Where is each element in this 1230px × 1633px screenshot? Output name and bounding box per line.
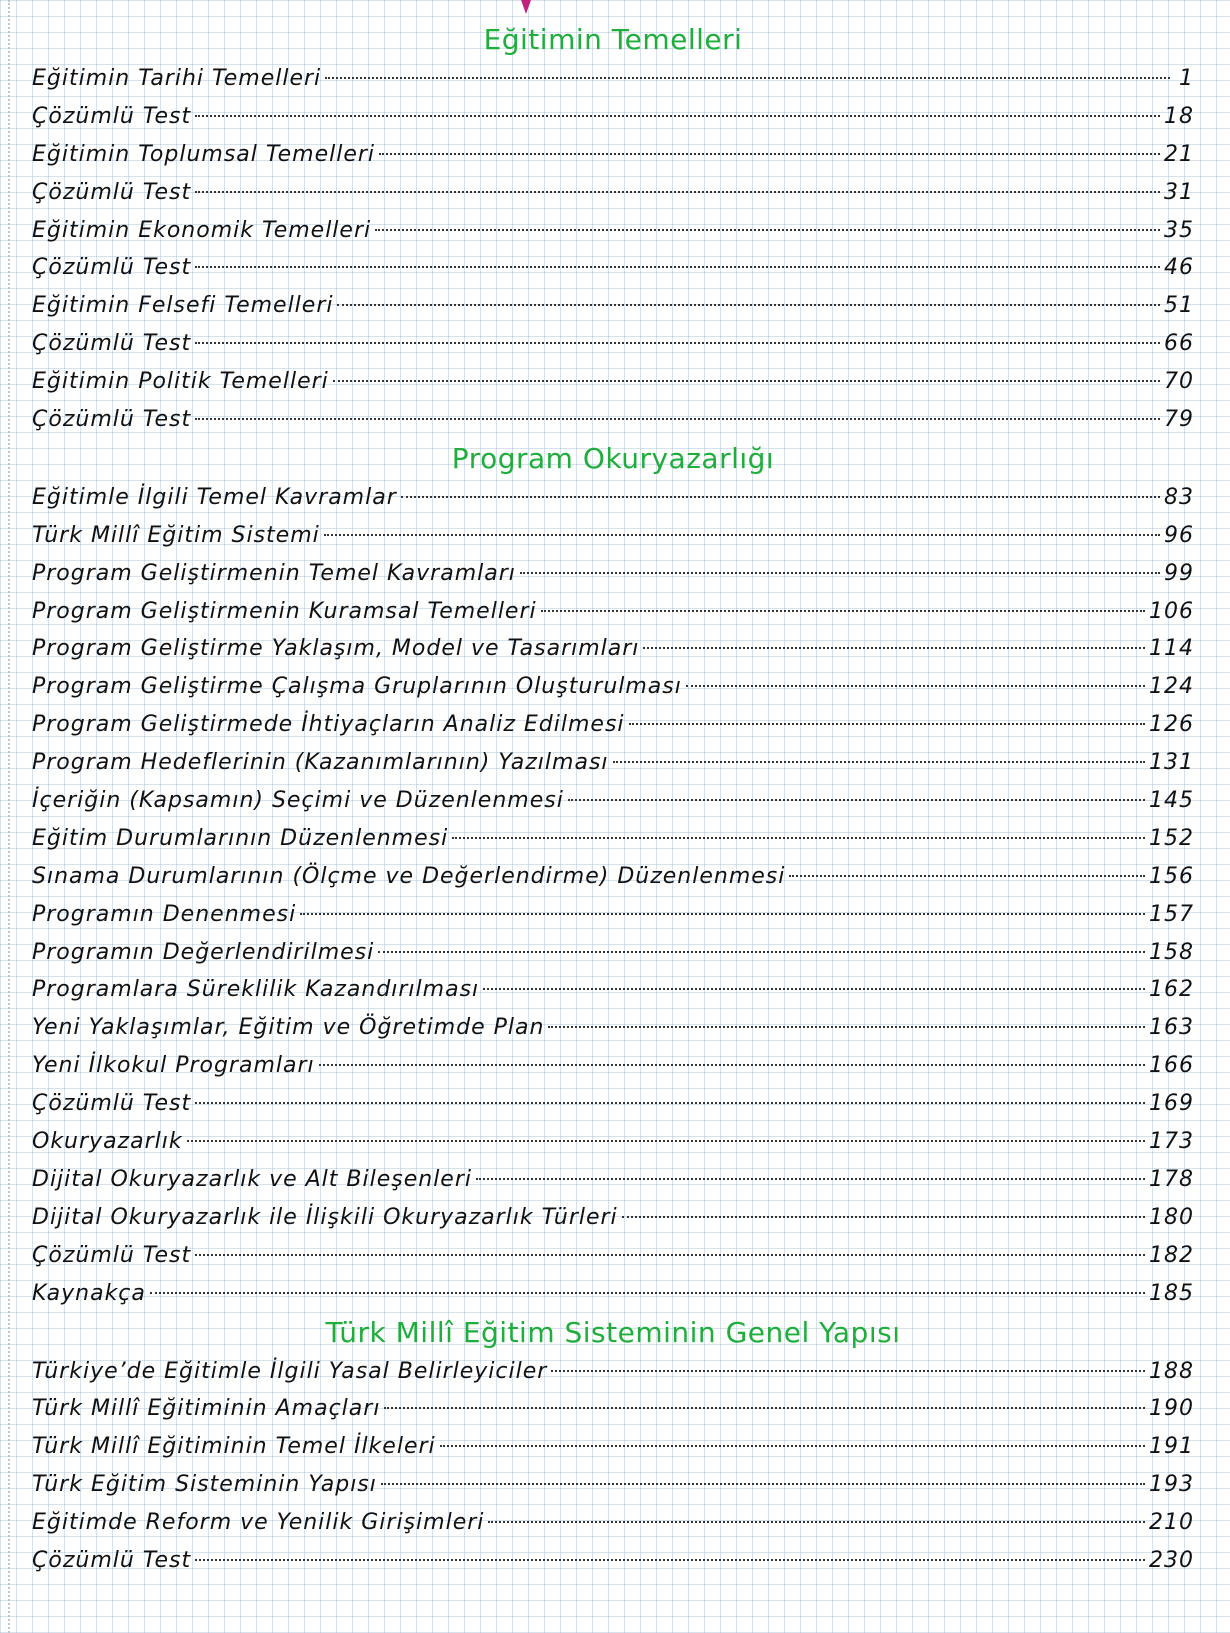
- toc-entry-title: Yeni İlkokul Programları: [32, 1053, 315, 1079]
- toc-entry[interactable]: [32, 1161, 1194, 1199]
- toc-entry-title: Sınama Durumlarının (Ölçme ve Değerlendirme) Düzenlenmesi: [32, 863, 786, 889]
- toc-entry-page: 163: [1149, 1015, 1194, 1041]
- dot-leader: [195, 1559, 1145, 1561]
- dot-leader: [187, 1140, 1145, 1142]
- toc-entry[interactable]: [32, 1390, 1194, 1428]
- toc-entry-title: Eğitimde Reform ve Yenilik Girişimleri: [32, 1510, 485, 1536]
- toc-entry-page: 190: [1149, 1396, 1194, 1422]
- toc-entry-title: Dijital Okuryazarlık ve Alt Bileşenleri: [32, 1166, 472, 1192]
- toc-entry[interactable]: [32, 401, 1194, 439]
- dot-leader: [548, 1026, 1145, 1028]
- toc-entry[interactable]: [32, 1237, 1194, 1275]
- dot-leader: [378, 951, 1145, 953]
- dot-leader: [541, 610, 1145, 612]
- dot-leader: [483, 988, 1145, 990]
- toc-entry[interactable]: [32, 1428, 1194, 1466]
- toc-entry[interactable]: [32, 593, 1194, 631]
- toc-entry-title: Dijital Okuryazarlık ile İlişkili Okuryazarlık Türleri: [32, 1204, 618, 1230]
- toc-entry[interactable]: [32, 98, 1194, 136]
- toc-entry-title: Program Geliştirmenin Temel Kavramları: [32, 560, 516, 586]
- toc-entry[interactable]: [32, 1047, 1194, 1085]
- toc-entry-page: 173: [1149, 1129, 1194, 1155]
- toc-entry[interactable]: [32, 782, 1194, 820]
- toc-entry-page: 31: [1164, 179, 1194, 205]
- toc-entry-title: Eğitim Durumlarının Düzenlenmesi: [32, 825, 449, 851]
- toc-entry-page: 182: [1149, 1242, 1194, 1268]
- toc-entry[interactable]: [32, 630, 1194, 668]
- dot-leader: [476, 1178, 1145, 1180]
- dot-leader: [379, 153, 1160, 155]
- dot-leader: [337, 304, 1160, 306]
- dot-leader: [686, 685, 1145, 687]
- toc-entry-page: 169: [1149, 1091, 1194, 1117]
- dot-leader: [319, 1064, 1145, 1066]
- toc-entry-page: 66: [1164, 331, 1194, 357]
- toc-entry-page: 83: [1164, 484, 1194, 510]
- toc-entry-title: Çözümlü Test: [32, 1091, 192, 1117]
- toc-entry-page: 145: [1149, 788, 1194, 814]
- toc-entry[interactable]: [32, 1542, 1194, 1580]
- dot-leader: [488, 1521, 1145, 1523]
- section-title: Türk Millî Eğitim Sisteminin Genel Yapısı: [325, 1315, 901, 1349]
- toc-entry-title: Türk Millî Eğitiminin Amaçları: [32, 1396, 381, 1422]
- toc-entry[interactable]: [32, 287, 1194, 325]
- toc-entry-title: Eğitimin Politik Temelleri: [32, 369, 329, 395]
- toc-entry-page: 18: [1164, 103, 1194, 129]
- toc-entry-title: Eğitimin Toplumsal Temelleri: [32, 141, 376, 167]
- toc-entry[interactable]: [32, 1009, 1194, 1047]
- dot-leader: [300, 913, 1145, 915]
- toc-entry[interactable]: [32, 706, 1194, 744]
- dot-leader: [195, 418, 1160, 420]
- toc-entry-page: 230: [1149, 1547, 1194, 1573]
- toc-entry-title: Çözümlü Test: [32, 255, 192, 281]
- toc-entry-title: Eğitimin Ekonomik Temelleri: [32, 217, 372, 243]
- dot-leader: [333, 380, 1160, 382]
- toc-entry-title: Program Geliştirmenin Kuramsal Temelleri: [32, 598, 537, 624]
- dot-leader: [452, 837, 1145, 839]
- dot-leader: [789, 875, 1145, 877]
- toc-entry[interactable]: [32, 1353, 1194, 1391]
- dot-leader: [629, 723, 1145, 725]
- toc-entry-page: 79: [1164, 407, 1194, 433]
- dot-leader: [440, 1445, 1145, 1447]
- toc-entry-page: 210: [1149, 1510, 1194, 1536]
- dot-leader: [195, 342, 1160, 344]
- toc-entry[interactable]: [32, 479, 1194, 517]
- dot-leader: [195, 1254, 1145, 1256]
- toc-entry-page: 70: [1164, 369, 1194, 395]
- toc-entry[interactable]: [32, 971, 1194, 1009]
- section-title: Eğitimin Temelleri: [483, 23, 743, 56]
- toc-entry-title: Program Geliştirme Yaklaşım, Model ve Tasarımları: [32, 636, 640, 662]
- toc-entry-title: Türk Millî Eğitiminin Temel İlkeleri: [32, 1434, 436, 1460]
- toc-entry-title: Çözümlü Test: [32, 1242, 192, 1268]
- toc-entry[interactable]: [32, 555, 1194, 593]
- toc-entry-page: 46: [1164, 255, 1194, 281]
- dot-leader: [324, 534, 1160, 536]
- toc-entry-page: 96: [1164, 522, 1194, 548]
- dot-leader: [195, 1102, 1145, 1104]
- toc-entry-title: Program Hedeflerinin (Kazanımlarının) Yazılması: [32, 750, 609, 776]
- toc-entry-title: Çözümlü Test: [32, 179, 192, 205]
- page-edge-decoration: [8, 0, 11, 1633]
- toc-entry-page: 124: [1149, 674, 1194, 700]
- toc-entry-page: 106: [1149, 598, 1194, 624]
- toc-entry-title: Kaynakça: [32, 1280, 146, 1306]
- toc-entry[interactable]: [32, 174, 1194, 212]
- toc-entry-title: Türk Eğitim Sisteminin Yapısı: [32, 1472, 377, 1498]
- dot-leader: [568, 799, 1145, 801]
- toc-entry[interactable]: [32, 249, 1194, 287]
- toc-entry-page: 193: [1149, 1472, 1194, 1498]
- toc-entry[interactable]: [32, 517, 1194, 555]
- toc-entry-title: Eğitimin Felsefi Temelleri: [32, 293, 334, 319]
- dot-leader: [325, 77, 1170, 79]
- toc-entry[interactable]: [32, 136, 1194, 174]
- toc-entry-title: Çözümlü Test: [32, 103, 192, 129]
- dot-leader: [195, 191, 1160, 193]
- toc-entry-page: 157: [1149, 901, 1194, 927]
- toc-entry-title: Eğitimle İlgili Temel Kavramlar: [32, 484, 397, 510]
- dot-leader: [195, 266, 1160, 268]
- toc-entry-page: 166: [1149, 1053, 1194, 1079]
- dot-leader: [381, 1483, 1145, 1485]
- toc-entry-page: 185: [1149, 1280, 1194, 1306]
- toc-entry-page: 162: [1149, 977, 1194, 1003]
- dot-leader: [643, 647, 1145, 649]
- toc-entry-page: 131: [1149, 750, 1194, 776]
- toc-entry[interactable]: [32, 1123, 1194, 1161]
- toc-entry[interactable]: [32, 744, 1194, 782]
- section-title: Program Okuryazarlığı: [451, 441, 775, 475]
- dot-leader: [401, 496, 1160, 498]
- toc-entry[interactable]: [32, 1466, 1194, 1504]
- toc-entry[interactable]: [32, 60, 1194, 98]
- accent-mark: [521, 0, 531, 14]
- toc-entry[interactable]: [32, 820, 1194, 858]
- toc-entry-page: 21: [1164, 141, 1194, 167]
- toc-entry-title: Program Geliştirmede İhtiyaçların Analiz Edilmesi: [32, 712, 625, 738]
- toc-entry[interactable]: [32, 934, 1194, 972]
- dot-leader: [375, 229, 1160, 231]
- toc-entry[interactable]: [32, 212, 1194, 250]
- dot-leader: [195, 115, 1160, 117]
- toc-entry-title: Türkiye’de Eğitimle İlgili Yasal Belirleyiciler: [32, 1358, 548, 1384]
- toc-entry-page: 1: [1179, 66, 1194, 91]
- dot-leader: [384, 1407, 1145, 1409]
- table-of-contents: [32, 20, 1194, 1580]
- toc-entry-page: 114: [1149, 636, 1194, 662]
- toc-entry-page: 178: [1149, 1166, 1194, 1192]
- toc-entry-page: 35: [1164, 217, 1194, 243]
- toc-entry-title: Programın Denenmesi: [32, 901, 297, 927]
- toc-entry-page: 99: [1164, 560, 1194, 586]
- toc-entry[interactable]: [32, 668, 1194, 706]
- toc-entry-page: 156: [1149, 863, 1194, 889]
- toc-entry[interactable]: [32, 325, 1194, 363]
- toc-entry-page: 180: [1149, 1204, 1194, 1230]
- toc-entry-page: 191: [1149, 1434, 1194, 1460]
- toc-entry-page: 51: [1164, 293, 1194, 319]
- dot-leader: [520, 572, 1160, 574]
- toc-entry-title: Çözümlü Test: [32, 1547, 192, 1573]
- dot-leader: [551, 1370, 1145, 1372]
- toc-entry-title: Okuryazarlık: [32, 1129, 183, 1155]
- toc-entry-page: 152: [1149, 825, 1194, 851]
- dot-leader: [150, 1292, 1145, 1294]
- toc-entry-title: Program Geliştirme Çalışma Gruplarının Oluşturulması: [32, 674, 682, 700]
- toc-entry[interactable]: [32, 1199, 1194, 1237]
- toc-entry-page: 158: [1149, 939, 1194, 965]
- toc-entry-title: Çözümlü Test: [32, 331, 192, 357]
- toc-entry-title: Yeni Yaklaşımlar, Eğitim ve Öğretimde Plan: [32, 1015, 545, 1041]
- dot-leader: [622, 1216, 1145, 1218]
- toc-entry-title: Türk Millî Eğitim Sistemi: [32, 522, 320, 548]
- dot-leader: [613, 761, 1145, 763]
- toc-entry[interactable]: [32, 1275, 1194, 1313]
- toc-entry-title: Eğitimin Tarihi Temelleri: [32, 66, 322, 91]
- toc-entry[interactable]: [32, 363, 1194, 401]
- toc-entry-title: İçeriğin (Kapsamın) Seçimi ve Düzenlenmesi: [32, 788, 564, 814]
- toc-entry[interactable]: [32, 896, 1194, 934]
- toc-entry[interactable]: [32, 1504, 1194, 1542]
- toc-entry-title: Programlara Süreklilik Kazandırılması: [32, 977, 480, 1003]
- toc-entry[interactable]: [32, 1085, 1194, 1123]
- toc-entry-title: Programın Değerlendirilmesi: [32, 939, 375, 965]
- toc-entry-page: 126: [1149, 712, 1194, 738]
- toc-entry[interactable]: [32, 858, 1194, 896]
- toc-entry-title: Çözümlü Test: [32, 407, 192, 433]
- toc-entry-page: 188: [1149, 1358, 1194, 1384]
